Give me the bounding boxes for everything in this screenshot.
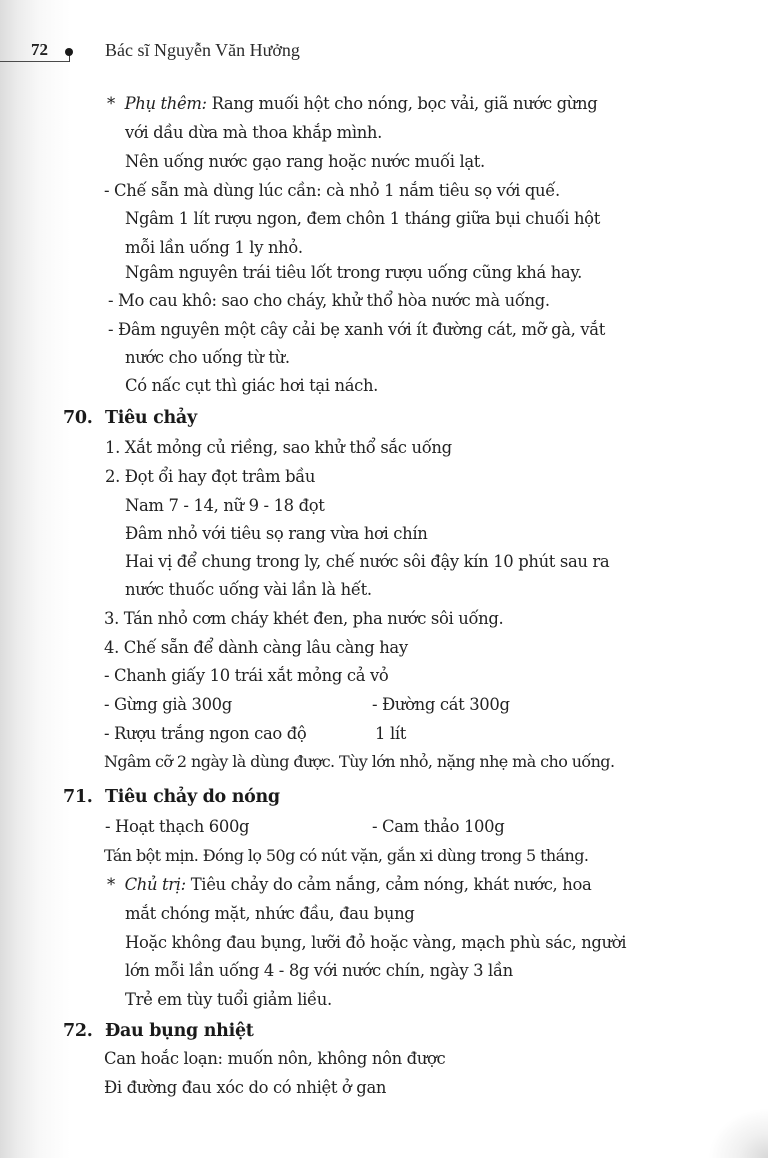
text-line: Nam 7 - 14, nữ 9 - 18 đọt	[125, 496, 325, 515]
list-item: 1. Xắt mỏng củ riềng, sao khử thổ sắc uống	[105, 438, 452, 457]
section-number: 71.	[63, 787, 93, 807]
page-corner-shadow	[708, 1108, 768, 1158]
text-line: Hai vị để chung trong ly, chế nước sôi đậy kín 10 phút sau ra	[125, 552, 610, 571]
text-line: Ngâm nguyên trái tiêu lốt trong rượu uống cũng khá hay.	[125, 263, 582, 282]
ingredient-right: 1 lít	[375, 724, 406, 743]
header-bullet-dot	[65, 48, 73, 56]
section-number: 72.	[63, 1021, 93, 1041]
list-item: 2. Đọt ổi hay đọt trâm bầu	[105, 467, 316, 486]
chu-tri-label: Chủ trị:	[124, 875, 186, 894]
section-title: Tiêu chảy	[105, 408, 197, 428]
text-line: Hoặc không đau bụng, lưỡi đỏ hoặc vàng, mạch phù sác, người	[125, 933, 627, 952]
text-line: nước cho uống từ từ.	[125, 348, 290, 367]
text-line: Có nấc cụt thì giác hơi tại nách.	[125, 376, 379, 395]
page-number: 72	[31, 40, 48, 59]
ingredient-right: - Cam thảo 100g	[372, 817, 505, 836]
text-line: Can hoắc loạn: muốn nôn, không nôn được	[104, 1049, 446, 1068]
phu-them-line	[107, 93, 597, 115]
text-line: mắt chóng mặt, nhức đầu, đau bụng	[125, 904, 415, 923]
ingredient-left: - Gừng già 300g	[104, 695, 232, 714]
text-line: nước thuốc uống vài lần là hết.	[125, 580, 372, 599]
text-line: Nên uống nước gạo rang hoặc nước muối lạt.	[125, 152, 485, 171]
chu-tri-text: Tiêu chảy do cảm nắng, cảm nóng, khát nước, hoa	[185, 875, 592, 894]
text-line: Trẻ em tùy tuổi giảm liều.	[125, 990, 332, 1009]
ingredient-right: - Đường cát 300g	[372, 695, 510, 714]
section-title: Tiêu chảy do nóng	[105, 787, 280, 807]
section-number: 70.	[63, 408, 93, 428]
header-rule	[0, 61, 70, 62]
ingredient-line: - Chanh giấy 10 trái xắt mỏng cả vỏ	[104, 666, 389, 685]
section-title: Đau bụng nhiệt	[105, 1021, 254, 1041]
text-line: với dầu dừa mà thoa khắp mình.	[125, 123, 383, 142]
list-item: - Mo cau khô: sao cho cháy, khử thổ hòa nước mà uống.	[108, 291, 550, 310]
list-item: - Đâm nguyên một cây cải bẹ xanh với ít đường cát, mỡ gà, vắt	[108, 320, 605, 339]
ingredient-left: - Hoạt thạch 600g	[105, 817, 250, 836]
chu-tri-line	[107, 874, 591, 896]
text-line: Ngâm 1 lít rượu ngon, đem chôn 1 tháng giữa bụi chuối hột	[125, 209, 600, 228]
section-heading-71	[63, 785, 280, 809]
section-heading-72	[63, 1019, 254, 1043]
running-head-author: Bác sĩ Nguyễn Văn Hưởng	[105, 40, 300, 60]
list-item: 3. Tán nhỏ cơm cháy khét đen, pha nước sôi uống.	[104, 609, 504, 628]
text-line: Đi đường đau xóc do có nhiệt ở gan	[104, 1078, 387, 1097]
section-heading-70	[63, 406, 197, 430]
phu-them-label: Phụ thêm:	[124, 94, 207, 113]
phu-them-text: Rang muối hột cho nóng, bọc vải, giã nước gừng	[206, 94, 598, 113]
asterisk-marker: *	[107, 94, 115, 113]
ingredient-left: - Rượu trắng ngon cao độ	[104, 724, 307, 743]
list-item: 4. Chế sẵn để dành càng lâu càng hay	[104, 638, 408, 657]
closing-line: Ngâm cỡ 2 ngày là dùng được. Tùy lớn nhỏ, nặng nhẹ mà cho uống.	[104, 752, 615, 771]
prep-line: Tán bột mịn. Đóng lọ 50g có nút vặn, gắn xi dùng trong 5 tháng.	[104, 846, 589, 865]
text-line: mỗi lần uống 1 ly nhỏ.	[125, 238, 303, 257]
list-item: - Chế sẵn mà dùng lúc cần: cà nhỏ 1 nắm tiêu sọ với quế.	[104, 181, 560, 200]
text-line: lớn mỗi lần uống 4 - 8g với nước chín, ngày 3 lần	[125, 961, 513, 980]
text-line: Đâm nhỏ với tiêu sọ rang vừa hơi chín	[125, 524, 428, 543]
asterisk-marker: *	[107, 875, 115, 894]
